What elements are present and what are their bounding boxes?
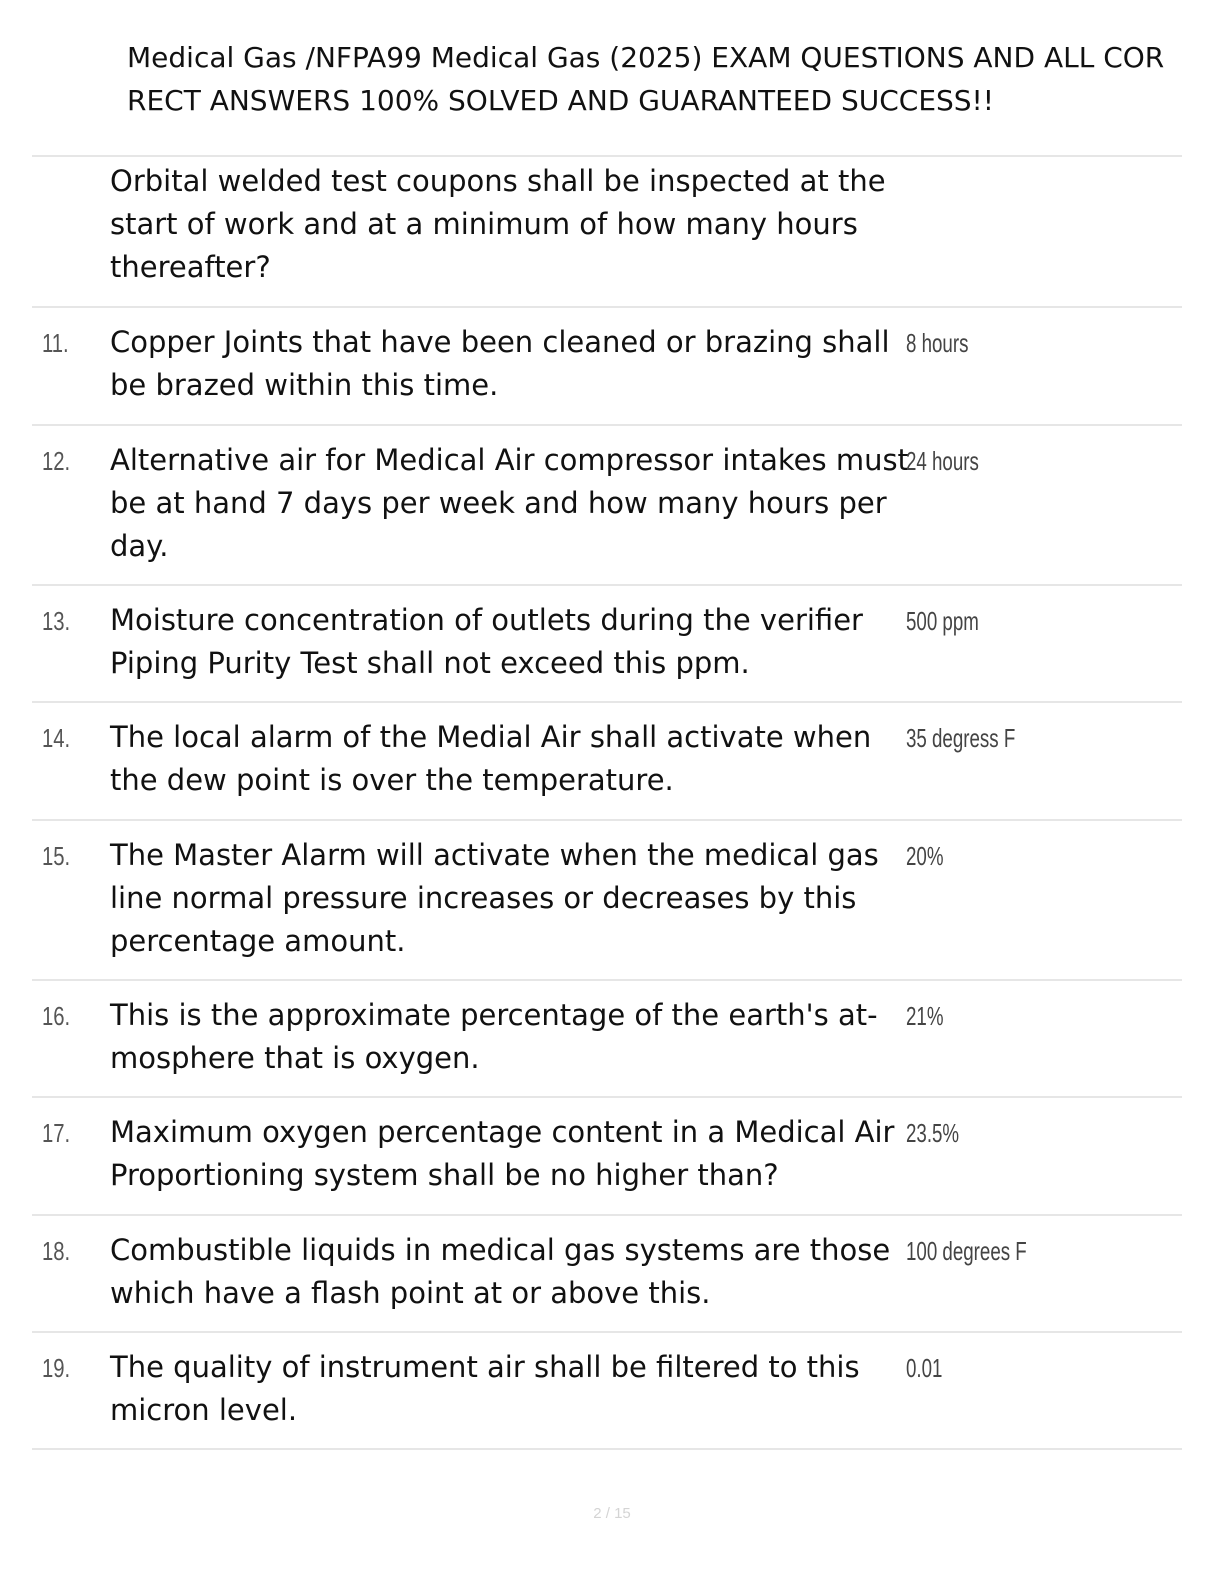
question-number: 17. bbox=[42, 1118, 71, 1148]
question-text: This is the approximate percentage of the earth's at-mosphere that is oxygen. bbox=[110, 998, 878, 1075]
answer-text: 20% bbox=[906, 841, 944, 871]
question-text: Alternative air for Medical Air compressor intakes must be at hand 7 days per week and how many hours per day. bbox=[110, 443, 909, 563]
document-title-line-2: RECT ANSWERS 100% SOLVED AND GUARANTEED SUCCESS!! bbox=[127, 84, 995, 117]
qa-row bbox=[32, 979, 1182, 1096]
qa-row bbox=[32, 1096, 1182, 1214]
answer-text: 21% bbox=[906, 1001, 944, 1031]
document-title bbox=[127, 36, 1224, 122]
answer-text: 24 hours bbox=[906, 446, 979, 476]
question-number: 12. bbox=[42, 446, 71, 476]
question-number: 15. bbox=[42, 841, 71, 871]
answer-text: 500 ppm bbox=[906, 606, 979, 636]
answer-text: 8 hours bbox=[906, 328, 969, 358]
question-number: 11. bbox=[42, 328, 69, 358]
question-number: 19. bbox=[42, 1353, 71, 1383]
question-text: The Master Alarm will activate when the medical gas line normal pressure increases or decreases by this percentage amount. bbox=[110, 838, 879, 958]
question-text: Combustible liquids in medical gas systems are those which have a flash point at or above this. bbox=[110, 1233, 891, 1310]
qa-row bbox=[32, 424, 1182, 584]
answer-text: 100 degrees F bbox=[906, 1236, 1027, 1266]
question-text: Orbital welded test coupons shall be inspected at the start of work and at a minimum of how many hours thereafter? bbox=[110, 164, 886, 284]
question-text: Maximum oxygen percentage content in a Medical Air Proportioning system shall be no higher than? bbox=[110, 1115, 895, 1192]
qa-row bbox=[32, 584, 1182, 701]
question-text: Copper Joints that have been cleaned or brazing shall be brazed within this time. bbox=[110, 325, 890, 402]
question-number: 14. bbox=[42, 723, 71, 753]
qa-row bbox=[32, 1214, 1182, 1331]
question-number: 16. bbox=[42, 1001, 71, 1031]
qa-row bbox=[32, 1331, 1182, 1450]
question-text: The quality of instrument air shall be filtered to this micron level. bbox=[110, 1350, 860, 1427]
answer-text: 0.01 bbox=[906, 1353, 943, 1383]
qa-list bbox=[32, 155, 1182, 1450]
qa-row bbox=[32, 701, 1182, 819]
answer-text: 35 degress F bbox=[906, 723, 1016, 753]
question-number: 18. bbox=[42, 1236, 71, 1266]
question-text: Moisture concentration of outlets during the verifier Piping Purity Test shall not exceed this ppm. bbox=[110, 603, 863, 680]
page-number: 2 / 15 bbox=[593, 1505, 631, 1522]
qa-row bbox=[32, 155, 1182, 306]
question-text: The local alarm of the Medial Air shall activate when the dew point is over the temperature. bbox=[110, 720, 872, 797]
qa-row bbox=[32, 819, 1182, 979]
answer-text: 23.5% bbox=[906, 1118, 960, 1148]
qa-row bbox=[32, 306, 1182, 424]
question-number: 13. bbox=[42, 606, 71, 636]
document-title-line-1: Medical Gas /NFPA99 Medical Gas (2025) EXAM QUESTIONS AND ALL COR bbox=[127, 41, 1165, 74]
